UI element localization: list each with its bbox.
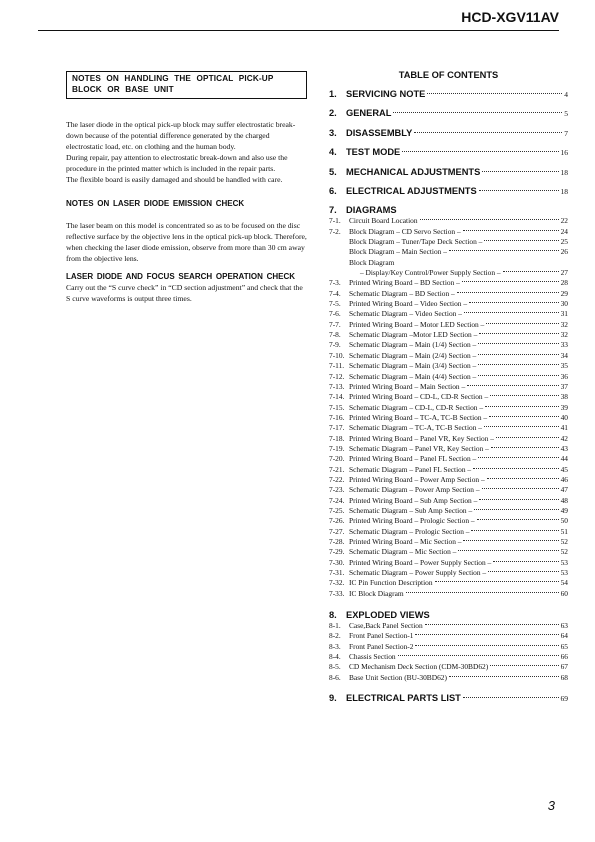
dot-leader <box>406 592 559 593</box>
toc-item-row <box>329 392 568 402</box>
toc-item-row <box>329 662 568 672</box>
item-number: 7-32. <box>329 578 345 588</box>
item-title: Printed Wiring Board – Power Supply Section – <box>349 557 492 567</box>
item-title: Schematic Diagram – Power Amp Section – <box>349 485 480 495</box>
dot-leader <box>464 312 559 313</box>
toc-item-row <box>329 642 568 652</box>
toc-item-row <box>329 547 568 557</box>
dot-leader <box>415 634 558 635</box>
dot-leader <box>491 447 559 448</box>
dot-leader <box>485 406 559 407</box>
item-number: 7-9. <box>329 340 341 350</box>
item-number: 7-11. <box>329 361 345 371</box>
toc-item-row <box>329 330 568 340</box>
section-page: 18 <box>560 167 568 177</box>
item-page: 48 <box>560 495 568 505</box>
toc-item-row <box>329 413 568 423</box>
focus-search-heading: LASER DIODE AND FOCUS SEARCH OPERATION CHECK <box>66 272 296 281</box>
item-page: 49 <box>560 505 568 515</box>
dot-leader <box>420 219 559 220</box>
item-page: 36 <box>560 371 568 381</box>
toc-item-row <box>329 268 568 278</box>
dot-leader <box>414 132 562 133</box>
toc-item-row <box>329 558 568 568</box>
item-title: Printed Wiring Board – Panel FL Section – <box>349 454 477 464</box>
item-number: 7-24. <box>329 495 345 505</box>
model-number: HCD-XGV11AV <box>461 9 559 25</box>
toc-main-row <box>329 166 568 185</box>
item-title: Front Panel Section-1 <box>349 631 414 641</box>
dot-leader <box>462 281 559 282</box>
section-page: 69 <box>560 694 568 704</box>
item-page: 39 <box>560 402 568 412</box>
toc-item-row <box>329 278 568 288</box>
dot-leader <box>449 250 559 251</box>
item-title: Schematic Diagram – Main (2/4) Section – <box>349 350 477 360</box>
toc-item-row <box>329 527 568 537</box>
item-number: 7-2. <box>329 226 341 236</box>
dot-leader <box>478 343 558 344</box>
item-title: Block Diagram – Tuner/Tape Deck Section – <box>349 237 483 247</box>
dot-leader <box>478 354 558 355</box>
item-title: Printed Wiring Board – CD-L, CD-R Section – <box>349 392 489 402</box>
section-title: DIAGRAMS <box>346 205 397 216</box>
item-page: 22 <box>560 216 568 226</box>
item-title: IC Block Diagram <box>349 588 404 598</box>
dot-leader <box>493 561 558 562</box>
item-title: Block Diagram – Main Section – <box>349 247 447 257</box>
section-title: EXPLODED VIEWS <box>346 610 430 621</box>
toc-item-row <box>329 568 568 578</box>
toc-title: TABLE OF CONTENTS <box>398 70 499 80</box>
section-title: ELECTRICAL PARTS LIST <box>346 693 461 704</box>
item-number: 8-5. <box>329 662 341 672</box>
item-title: Schematic Diagram – Main (3/4) Section – <box>349 361 477 371</box>
dot-leader <box>473 468 559 469</box>
item-page: 31 <box>560 309 568 319</box>
item-number: 7-17. <box>329 423 345 433</box>
item-title: Printed Wiring Board – TC-A, TC-B Section – <box>349 412 488 422</box>
item-page: 66 <box>560 652 568 662</box>
item-page: 30 <box>560 299 568 309</box>
item-number: 8-4. <box>329 652 341 662</box>
dot-leader <box>467 385 558 386</box>
section-title: TEST MODE <box>346 147 401 158</box>
item-title: Schematic Diagram – Main (4/4) Section – <box>349 371 477 381</box>
item-page: 40 <box>560 412 568 422</box>
toc-item-row <box>329 485 568 495</box>
item-page: 45 <box>560 464 568 474</box>
item-page: 47 <box>560 485 568 495</box>
toc-item-row <box>329 309 568 319</box>
dot-leader <box>479 333 558 334</box>
item-number: 7-31. <box>329 568 345 578</box>
toc-item-row <box>329 403 568 413</box>
item-page: 29 <box>560 288 568 298</box>
toc-section-exploded-views <box>329 610 568 621</box>
item-number: 7-28. <box>329 537 345 546</box>
toc-main-row <box>329 107 568 126</box>
item-page: 32 <box>560 319 568 329</box>
section-page: 7 <box>564 128 568 138</box>
toc-section-electrical-parts <box>329 692 568 711</box>
item-number: 7-4. <box>329 288 341 298</box>
item-page: 51 <box>560 526 568 536</box>
item-title: Schematic Diagram – Power Supply Section – <box>349 568 487 578</box>
item-page: 43 <box>560 443 568 453</box>
item-title: Front Panel Section-2 <box>349 641 414 651</box>
section-page: 5 <box>564 109 568 119</box>
section-page: 16 <box>560 148 568 158</box>
item-title: Printed Wiring Board – Main Section – <box>349 381 466 391</box>
dot-leader <box>503 271 559 272</box>
item-title: Schematic Diagram – Mic Section – <box>349 547 457 557</box>
dot-leader <box>490 665 558 666</box>
toc-item-row <box>329 372 568 382</box>
toc-item-row <box>329 516 568 526</box>
item-title: Printed Wiring Board – Mic Section – <box>349 537 462 546</box>
dot-leader <box>489 416 559 417</box>
toc-item-row <box>329 216 568 226</box>
item-title: Schematic Diagram – CD-L, CD-R Section – <box>349 402 484 412</box>
dot-leader <box>488 571 558 572</box>
dot-leader <box>463 230 559 231</box>
item-number: 7-30. <box>329 557 345 567</box>
item-title: Schematic Diagram –Motor LED Section – <box>349 330 478 340</box>
item-title: Printed Wiring Board – Panel VR, Key Section – <box>349 433 494 443</box>
item-title: – Display/Key Control/Power Supply Section – <box>360 268 501 278</box>
toc-item-row <box>329 652 568 662</box>
dot-leader <box>463 540 558 541</box>
item-title: CD Mechanism Deck Section (CDM-30BD62) <box>349 662 489 672</box>
toc-item-row <box>329 578 568 588</box>
item-number: 7-26. <box>329 516 345 526</box>
optical-pickup-notes-heading: NOTES ON HANDLING THE OPTICAL PICK-UP BLOCK OR BASE UNIT <box>66 71 307 99</box>
toc-diagram-items <box>329 216 568 599</box>
toc-item-row <box>329 382 568 392</box>
item-title: Schematic Diagram – Main (1/4) Section – <box>349 340 477 350</box>
section-title: DISASSEMBLY <box>346 127 413 138</box>
item-number: 7-5. <box>329 299 341 309</box>
item-page: 68 <box>560 672 568 682</box>
toc-exploded-items <box>329 621 568 683</box>
item-title: Schematic Diagram – Sub Amp Section – <box>349 505 473 515</box>
table-of-contents <box>329 70 568 712</box>
toc-item-row <box>329 589 568 599</box>
dot-leader <box>486 323 558 324</box>
dot-leader <box>479 499 558 500</box>
item-title: Schematic Diagram – Prologic Section – <box>349 526 470 536</box>
item-page: 25 <box>560 237 568 247</box>
item-number: 7-23. <box>329 485 345 495</box>
dot-leader <box>484 426 559 427</box>
item-title: IC Pin Function Description <box>349 578 433 588</box>
item-number: 7-18. <box>329 433 345 443</box>
item-title: Block Diagram <box>349 257 395 267</box>
toc-item-row <box>329 247 568 257</box>
header-rule <box>38 30 559 31</box>
item-title: Schematic Diagram – BD Section – <box>349 288 455 298</box>
item-title: Printed Wiring Board – BD Section – <box>349 278 460 288</box>
toc-main-row <box>329 88 568 107</box>
item-page: 53 <box>560 557 568 567</box>
item-title: Chassis Section <box>349 652 396 662</box>
item-page: 35 <box>560 361 568 371</box>
item-number: 7-13. <box>329 381 345 391</box>
item-page: 33 <box>560 340 568 350</box>
section-number: 3. <box>329 127 337 138</box>
toc-main-row <box>329 127 568 146</box>
item-number: 8-1. <box>329 621 341 631</box>
laser-emission-heading: NOTES ON LASER DIODE EMISSION CHECK <box>66 199 245 208</box>
dot-leader <box>402 151 558 152</box>
dot-leader <box>478 375 558 376</box>
toc-main-row <box>329 185 568 204</box>
item-title: Printed Wiring Board – Video Section – <box>349 299 468 309</box>
item-page: 64 <box>560 631 568 641</box>
section-title: MECHANICAL ADJUSTMENTS <box>346 166 481 177</box>
dot-leader <box>457 292 559 293</box>
section-title: SERVICING NOTE <box>346 89 426 99</box>
item-number: 8-6. <box>329 672 341 682</box>
item-page: 50 <box>560 516 568 526</box>
section-number: 1. <box>329 89 337 99</box>
section-number: 5. <box>329 166 337 177</box>
dot-leader <box>458 550 558 551</box>
item-number: 7-25. <box>329 505 345 515</box>
item-page: 34 <box>560 350 568 360</box>
toc-item-row <box>329 299 568 309</box>
item-number: 7-7. <box>329 319 341 329</box>
section-title: GENERAL <box>346 108 392 119</box>
notes-paragraph-2: During repair, pay attention to electrostatic break-down and also use the procedure in the printed matter which is included in the repair parts. <box>66 153 288 173</box>
toc-item-row <box>329 340 568 350</box>
item-number: 8-3. <box>329 641 341 651</box>
item-page: 54 <box>560 578 568 588</box>
item-page: 65 <box>560 641 568 651</box>
toc-item-row <box>329 621 568 631</box>
item-number: 7-12. <box>329 371 345 381</box>
dot-leader <box>478 364 558 365</box>
item-page: 67 <box>560 662 568 672</box>
dot-leader <box>484 240 558 241</box>
toc-item-row <box>329 631 568 641</box>
item-page: 53 <box>560 568 568 578</box>
toc-item-row <box>329 465 568 475</box>
toc-item-row <box>329 237 568 247</box>
dot-leader <box>469 302 559 303</box>
toc-item-row <box>329 475 568 485</box>
laser-emission-paragraph: The laser beam on this model is concentrated so as to be focused on the disc reflective surface by the objective lens in the optical pick-up block. Therefore, when checking the laser diode emission, observe from more than 30 cm away from the objective lens. <box>66 221 307 263</box>
dot-leader <box>435 581 559 582</box>
toc-item-row <box>329 423 568 433</box>
dot-leader <box>449 676 559 677</box>
section-title: ELECTRICAL ADJUSTMENTS <box>346 185 477 196</box>
item-number: 7-6. <box>329 309 341 319</box>
dot-leader <box>398 655 559 656</box>
item-title: Printed Wiring Board – Prologic Section – <box>349 516 475 526</box>
dot-leader <box>478 457 558 458</box>
item-number: 7-19. <box>329 443 345 453</box>
item-number: 7-8. <box>329 330 341 340</box>
item-page: 27 <box>560 268 568 278</box>
notes-paragraph-3: The flexible board is easily damaged and should be handled with care. <box>66 175 283 184</box>
toc-item-row <box>329 320 568 330</box>
item-page: 41 <box>560 423 568 433</box>
dot-leader <box>415 645 558 646</box>
section-number: 7. <box>329 205 337 216</box>
dot-leader <box>463 697 559 698</box>
item-number: 7-21. <box>329 464 345 474</box>
toc-item-row <box>329 537 568 547</box>
notes-column <box>66 71 307 304</box>
item-title: Block Diagram – CD Servo Section – <box>349 226 461 236</box>
item-number: 7-10. <box>329 350 345 360</box>
dot-leader <box>490 395 558 396</box>
toc-item-row <box>329 444 568 454</box>
item-page: 42 <box>560 433 568 443</box>
item-number: 7-15. <box>329 402 345 412</box>
item-page: 44 <box>560 454 568 464</box>
item-title: Schematic Diagram – Video Section – <box>349 309 462 319</box>
item-page: 24 <box>560 226 568 236</box>
item-page: 52 <box>560 537 568 546</box>
toc-item-row <box>329 496 568 506</box>
item-title: Printed Wiring Board – Power Amp Section – <box>349 474 485 484</box>
toc-item-row <box>329 454 568 464</box>
notes-paragraph-1: The laser diode in the optical pick-up block may suffer electrostatic break-down because of the potential difference generated by the charged electrostatic load, etc. on clothing and the human body. <box>66 120 296 151</box>
page-number: 3 <box>547 798 555 813</box>
toc-item-row <box>329 289 568 299</box>
item-page: 46 <box>560 474 568 484</box>
toc-item-row <box>329 434 568 444</box>
section-number: 6. <box>329 185 337 196</box>
item-page: 60 <box>560 588 568 598</box>
toc-item-row <box>329 361 568 371</box>
item-page: 28 <box>560 278 568 288</box>
item-number: 7-29. <box>329 547 345 557</box>
item-title: Schematic Diagram – TC-A, TC-B Section – <box>349 423 482 433</box>
item-number: 8-2. <box>329 631 341 641</box>
item-number: 7-16. <box>329 412 345 422</box>
dot-leader <box>474 509 558 510</box>
dot-leader <box>482 488 559 489</box>
section-page: 18 <box>560 186 568 196</box>
item-page: 52 <box>560 547 568 557</box>
toc-main-row <box>329 146 568 165</box>
dot-leader <box>477 519 559 520</box>
item-title: Case,Back Panel Section <box>349 621 423 631</box>
item-page: 26 <box>560 247 568 257</box>
item-title: Printed Wiring Board – Motor LED Section – <box>349 319 485 329</box>
item-page: 63 <box>560 621 568 631</box>
dot-leader <box>393 112 562 113</box>
toc-item-row <box>329 258 568 268</box>
dot-leader <box>482 171 558 172</box>
section-number: 8. <box>329 610 337 621</box>
toc-item-row <box>329 673 568 683</box>
item-title: Schematic Diagram – Panel FL Section – <box>349 464 472 474</box>
dot-leader <box>479 190 559 191</box>
item-number: 7-1. <box>329 216 341 226</box>
section-page: 4 <box>564 90 568 99</box>
toc-main-sections <box>329 88 568 204</box>
item-number: 7-33. <box>329 588 345 598</box>
item-number: 7-14. <box>329 392 345 402</box>
item-number: 7-27. <box>329 526 345 536</box>
item-number: 7-22. <box>329 474 345 484</box>
toc-section-diagrams <box>329 205 568 216</box>
item-title: Printed Wiring Board – Sub Amp Section – <box>349 495 478 505</box>
section-number: 4. <box>329 147 337 158</box>
item-number: 7-20. <box>329 454 345 464</box>
item-number: 7-3. <box>329 278 341 288</box>
dot-leader <box>427 93 562 94</box>
item-page: 37 <box>560 381 568 391</box>
item-title: Circuit Board Location <box>349 216 418 226</box>
dot-leader <box>496 437 559 438</box>
focus-search-paragraph: Carry out the “S curve check” in “CD section adjustment” and check that the S curve waveforms is output three times. <box>66 283 303 303</box>
toc-item-row <box>329 227 568 237</box>
section-number: 2. <box>329 108 337 119</box>
item-page: 32 <box>560 330 568 340</box>
dot-leader <box>425 624 559 625</box>
item-title: Schematic Diagram – Panel VR, Key Section – <box>349 443 489 453</box>
item-title: Base Unit Section (BU-30BD62) <box>349 672 447 682</box>
toc-item-row <box>329 351 568 361</box>
section-number: 9. <box>329 693 337 704</box>
dot-leader <box>487 478 559 479</box>
item-page: 38 <box>560 392 568 402</box>
toc-item-row <box>329 506 568 516</box>
dot-leader <box>471 530 558 531</box>
